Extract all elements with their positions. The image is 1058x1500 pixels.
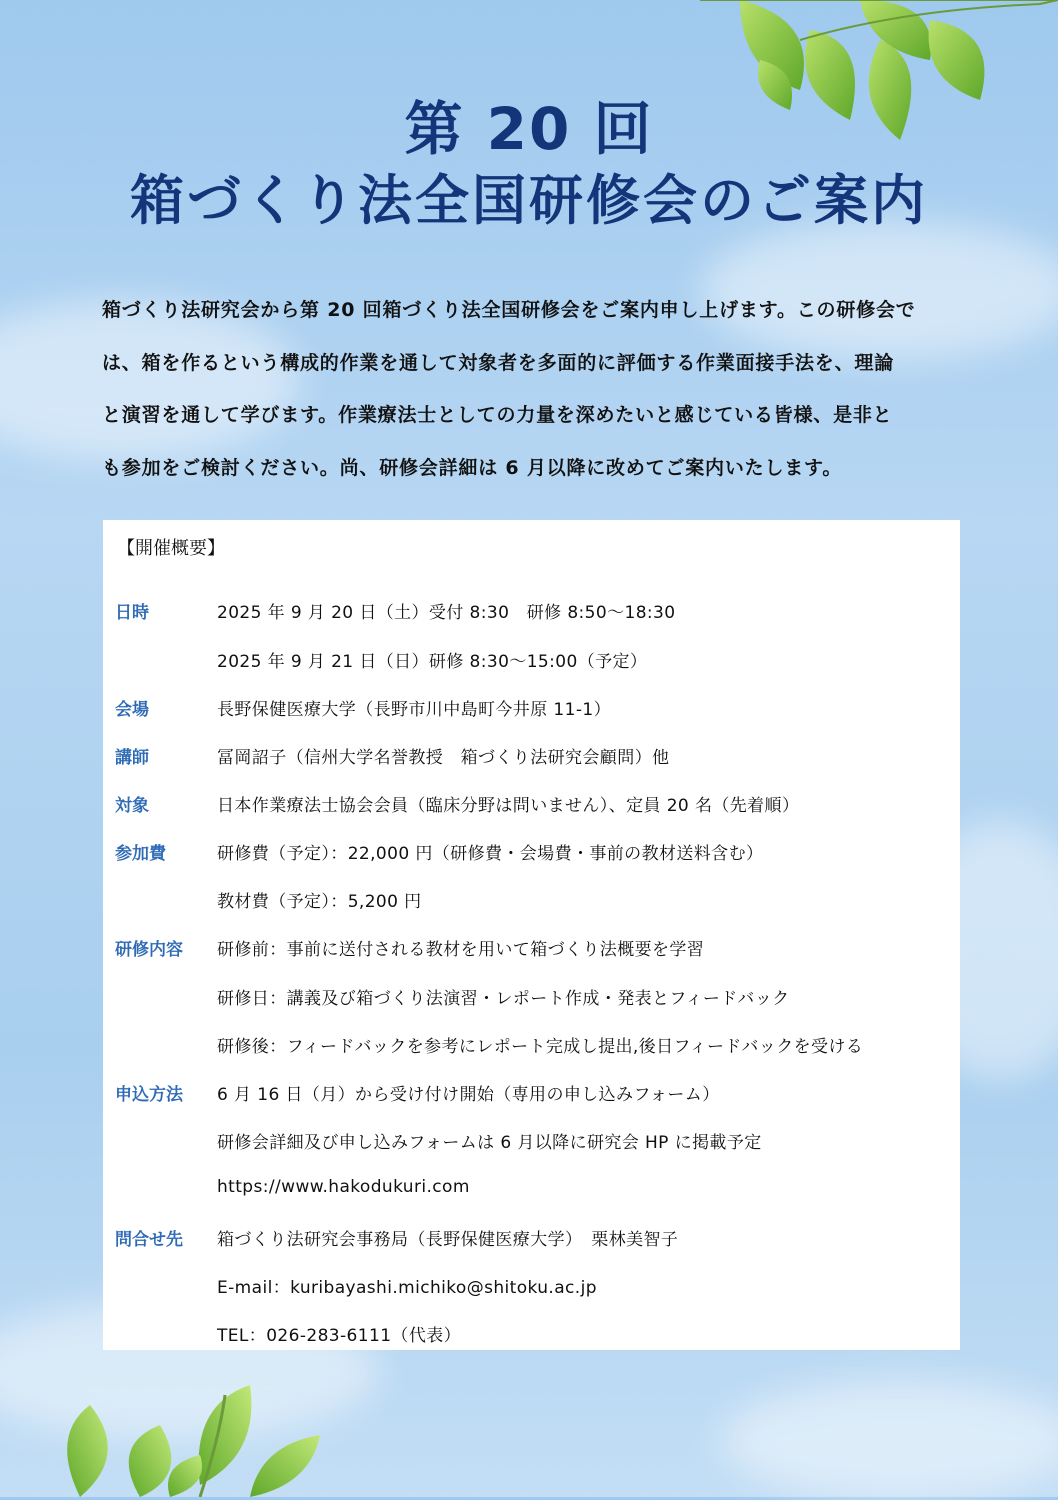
row-label: 日時: [115, 603, 149, 623]
summary-row: [103, 1128, 960, 1158]
row-label: 申込方法: [115, 1085, 183, 1105]
summary-row: [103, 1225, 960, 1255]
row-label: 講師: [115, 748, 149, 768]
row-value: 日本作業療法士協会会員（臨床分野は問いません）、定員 20 名（先着順）: [217, 796, 800, 816]
email-link[interactable]: E-mail：kuribayashi.michiko@shitoku.ac.jp: [217, 1278, 597, 1298]
row-label: 研修内容: [115, 940, 183, 960]
summary-panel: [103, 520, 960, 1350]
summary-row: [103, 839, 960, 869]
summary-row: [103, 887, 960, 917]
summary-row: [103, 1177, 960, 1207]
row-value: 研修後：フィードバックを参考にレポート完成し提出,後日フィードバックを受ける: [217, 1037, 864, 1057]
intro-line: は、箱を作るという構成的作業を通して対象者を多面的に評価する作業面接手法を、理論: [102, 351, 895, 374]
row-value: 2025 年 9 月 20 日（土）受付 8:30 研修 8:50～18:30: [217, 603, 676, 623]
summary-row: [103, 695, 960, 725]
cloud-decoration: [720, 1380, 1058, 1500]
row-value: 冨岡詔子（信州大学名誉教授 箱づくり法研究会顧問）他: [217, 748, 670, 768]
row-label: 対象: [115, 796, 149, 816]
row-value: 箱づくり法研究会事務局（長野保健医療大学） 栗林美智子: [217, 1230, 679, 1250]
summary-row: [103, 935, 960, 965]
row-value: 6 月 16 日（月）から受け付け開始（専用の申し込みフォーム）: [217, 1085, 720, 1105]
row-value: 研修会詳細及び申し込みフォームは 6 月以降に研究会 HP に掲載予定: [217, 1133, 762, 1153]
summary-row: [103, 791, 960, 821]
phone-number: TEL：026-283-6111（代表）: [217, 1326, 462, 1346]
row-label: 会場: [115, 700, 149, 720]
page-title-line1: 第 20 回: [404, 95, 654, 163]
summary-row: [103, 1273, 960, 1303]
website-link[interactable]: https://www.hakodukuri.com: [217, 1177, 470, 1197]
row-value: 研修前：事前に送付される教材を用いて箱づくり法概要を学習: [217, 940, 705, 960]
summary-row: [103, 743, 960, 773]
row-value: 長野保健医療大学（長野市川中島町今井原 11-1）: [217, 700, 611, 720]
intro-line: と演習を通して学びます。作業療法士としての力量を深めたいと感じている皆様、是非と: [102, 404, 893, 426]
intro-paragraph: [102, 284, 962, 494]
summary-row: [103, 647, 960, 677]
summary-row: [103, 598, 960, 628]
row-value: 研修日：講義及び箱づくり法演習・レポート作成・発表とフィードバック: [217, 989, 790, 1009]
row-label: 問合せ先: [115, 1230, 183, 1250]
intro-line: も参加をご検討ください。尚、研修会詳細は 6 月以降に改めてご案内いたします。: [102, 456, 843, 479]
leaves-bottom-left-icon: [50, 1375, 350, 1497]
intro-line: 箱づくり法研究会から第 20 回箱づくり法全国研修会をご案内申し上げます。この研修会で: [102, 299, 916, 321]
summary-row: [103, 1080, 960, 1110]
summary-row: [103, 984, 960, 1014]
summary-row: [103, 1321, 960, 1351]
row-value: 2025 年 9 月 21 日（日）研修 8:30～15:00（予定）: [217, 652, 648, 672]
summary-row: [103, 1032, 960, 1062]
page-title-line2: 箱づくり法全国研修会のご案内: [130, 169, 928, 232]
row-label: 参加費: [115, 844, 166, 864]
summary-heading: 【開催概要】: [117, 538, 225, 559]
row-value: 教材費（予定）：5,200 円: [217, 892, 422, 912]
row-value: 研修費（予定）：22,000 円（研修費・会場費・事前の教材送料含む）: [217, 844, 764, 864]
